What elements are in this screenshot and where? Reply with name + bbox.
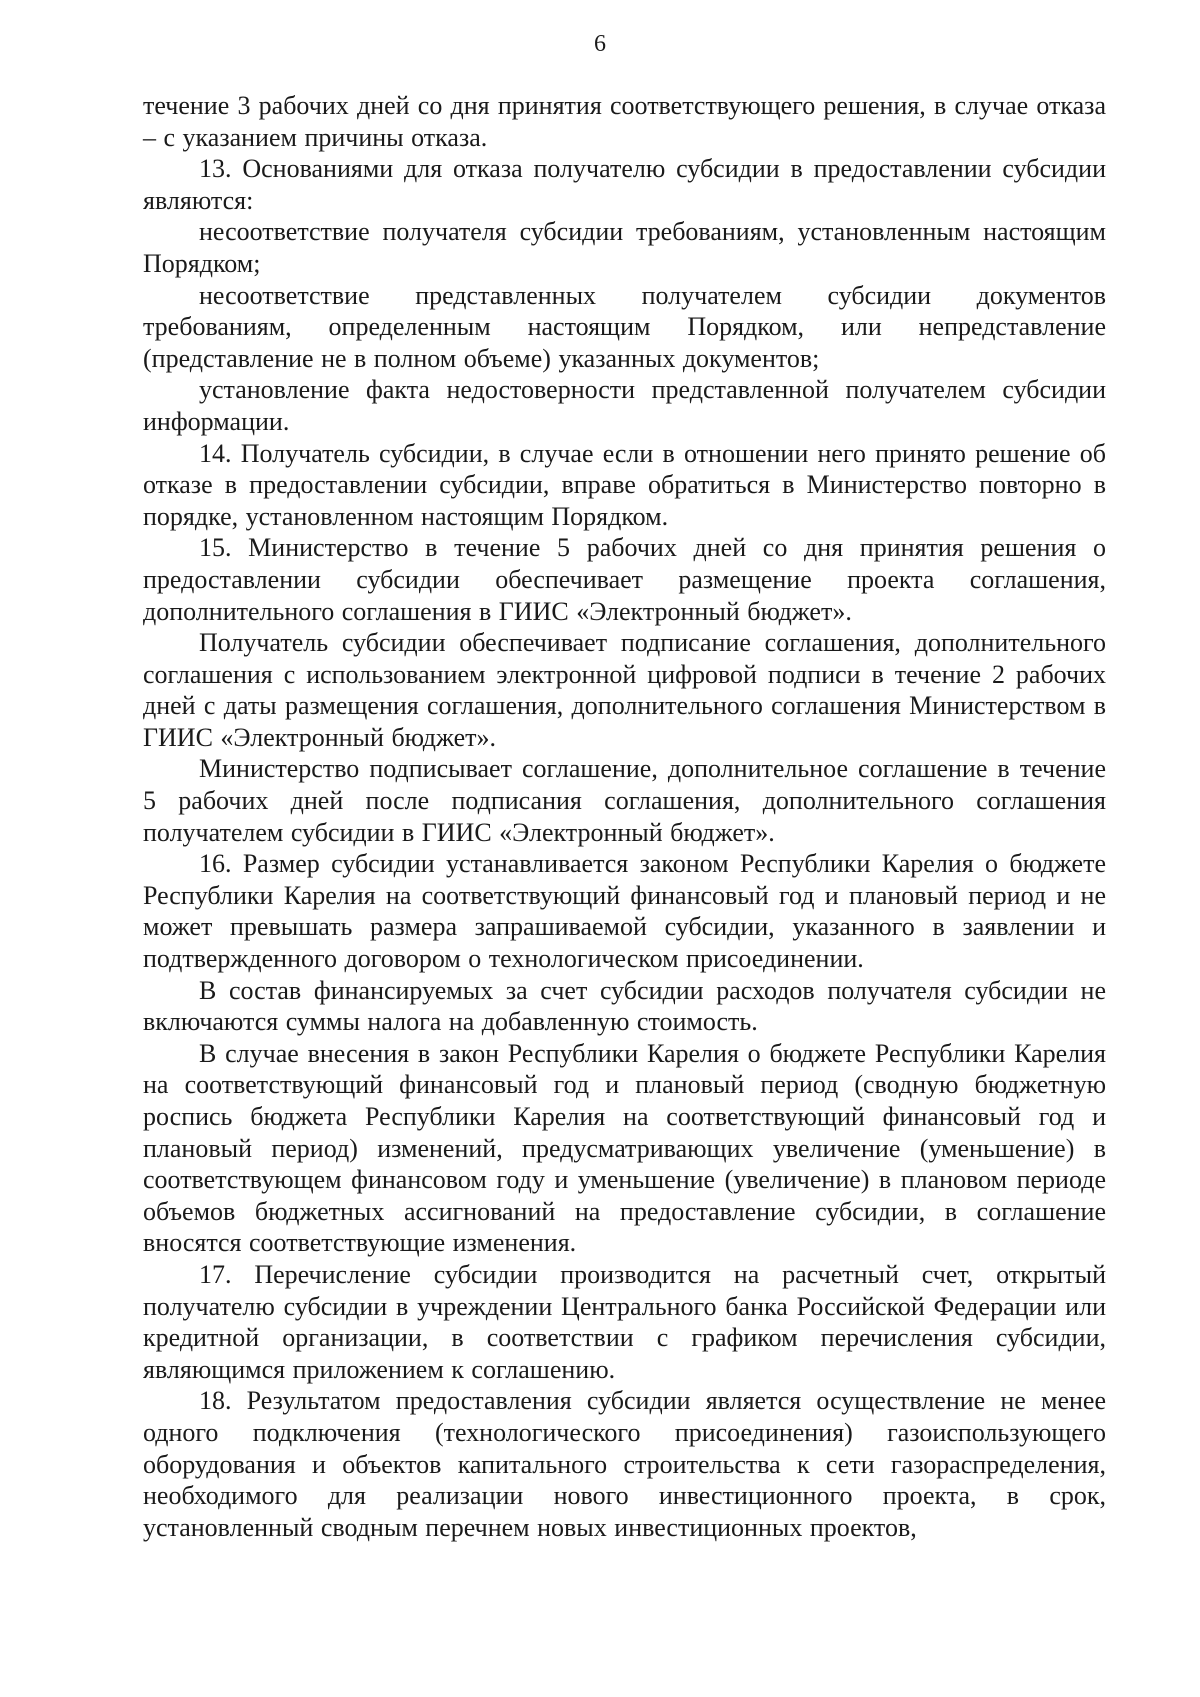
paragraph-item-16: 16. Размер субсидии устанавливается законом Республики Карелия о бюджете Республики Карелия на соответствующий финансовый год и плановый период и не может превышать размера запрашиваемой субсидии, указанного в заявлении и подтвержденного договором о технологическом присоединении. [143,849,1106,974]
paragraph-item-15: 15. Министерство в течение 5 рабочих дней со дня принятия решения о предоставлении субсидии обеспечивает размещение проекта соглашения, дополнительного соглашения в ГИИС «Электронный бюджет». [143,533,1106,626]
paragraph-ground-2: несоответствие представленных получателем субсидии документов требованиям, определенным настоящим Порядком, или непредставление (представление не в полном объеме) указанных документов; [143,280,1106,373]
paragraph-item-17: 17. Перечисление субсидии производится на расчетный счет, открытый получателю субсидии в учреждении Центрального банка Российской Федерации или кредитной организации, в соответствии с графиком перечисления субсидии, являющимся приложением к соглашению. [143,1259,1106,1384]
paragraph-item-16-changes: В случае внесения в закон Республики Карелия о бюджете Республики Карелия на соответствующий финансовый год и плановый период (сводную бюджетную роспись бюджета Республики Карелия на соответствующий финансовый год и плановый период) изменений, предусматривающих увеличение (уменьшение) в соответствующем финансовом году и уменьшение (увеличение) в плановом периоде объемов бюджетных ассигнований на предоставление субсидии, в соглашение вносятся соответствующие изменения. [143,1038,1106,1258]
paragraph-item-15-signing: Получатель субсидии обеспечивает подписание соглашения, дополнительного соглашения с использованием электронной цифровой подписи в течение 2 рабочих дней с даты размещения соглашения, дополнительного соглашения Министерством в ГИИС «Электронный бюджет». [143,628,1106,752]
paragraph-item-15-ministry: Министерство подписывает соглашение, дополнительное соглашение в течение 5 рабочих дней после подписания соглашения, дополнительного соглашения получателем субсидии в ГИИС «Электронный бюджет». [143,754,1106,847]
paragraph-ground-1: несоответствие получателя субсидии требованиям, установленным настоящим Порядком; [143,217,1106,278]
paragraph-item-18: 18. Результатом предоставления субсидии является осуществление не менее одного подключения (технологического присоединения) газоиспользующего оборудования и объектов капитального строительства к сети газораспределения, необходимого для реализации нового инвестиционного проекта, в срок, установленный сводным перечнем новых инвестиционных проектов, [143,1386,1106,1542]
paragraph-ground-3: установление факта недостоверности представленной получателем субсидии информации. [143,375,1106,436]
paragraph-item-13: 13. Основаниями для отказа получателю субсидии в предоставлении субсидии являются: [143,154,1106,215]
page-number: 6 [594,31,606,57]
paragraph-item-16-vat: В состав финансируемых за счет субсидии расходов получателя субсидии не включаются суммы налога на добавленную стоимость. [143,975,1106,1037]
paragraph-item-14: 14. Получатель субсидии, в случае если в отношении него принято решение об отказе в предоставлении субсидии, вправе обратиться в Министерство повторно в порядке, установленном настоящим Порядком. [143,438,1106,531]
paragraph-continuation: течение 3 рабочих дней со дня принятия соответствующего решения, в случае отказа – с указанием причины отказа. [143,91,1106,152]
document-body [143,90,1106,1543]
